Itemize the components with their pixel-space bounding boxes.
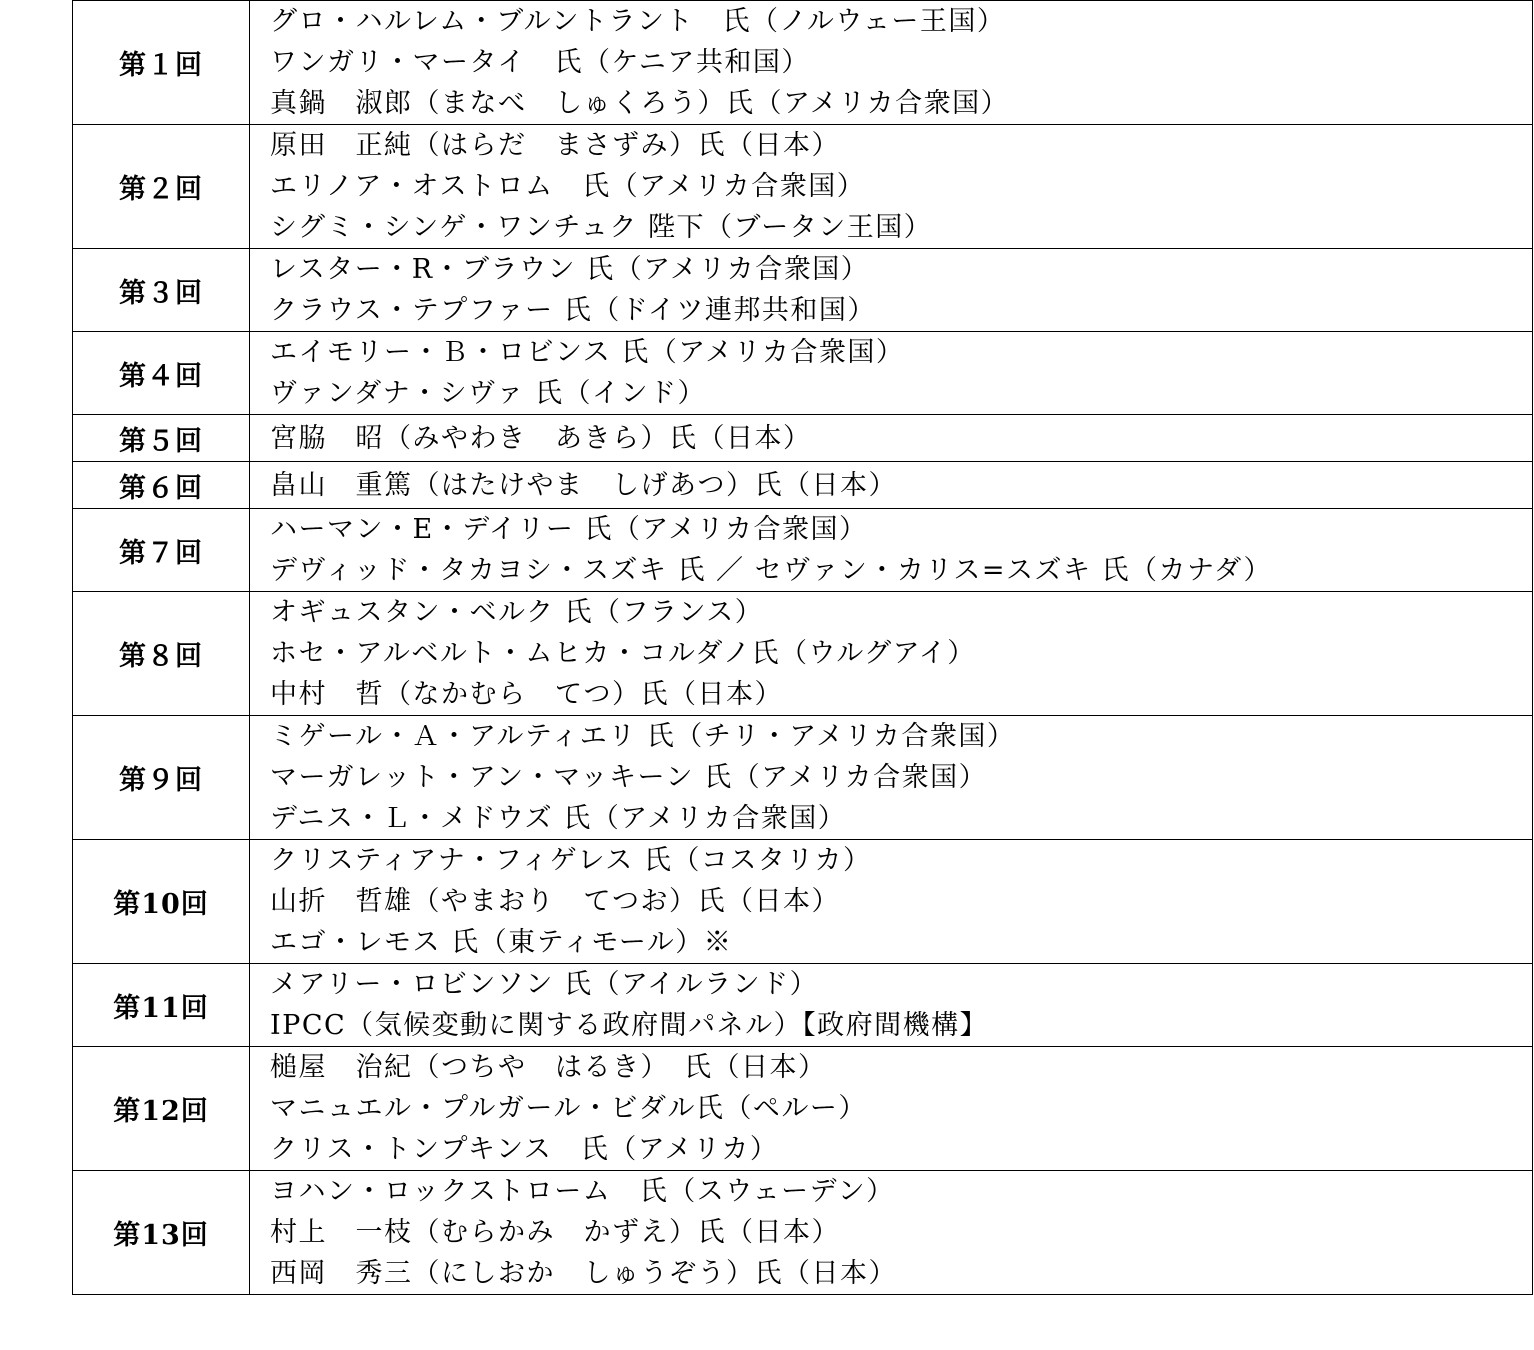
recipient-name: マニュエル・プルガール・ビダル氏（ペルー） — [270, 1093, 867, 1124]
recipients-cell — [250, 1047, 1533, 1171]
recipient-name: エリノア・オストロム 氏（アメリカ合衆国） — [270, 171, 866, 202]
table-row — [73, 964, 1533, 1047]
table-row — [73, 840, 1533, 964]
recipient-name: オギュスタン・ベルク 氏（フランス） — [270, 597, 764, 628]
recipients-cell — [250, 332, 1533, 415]
recipient-name: 原田 正純（はらだ まさずみ）氏（日本） — [270, 130, 840, 161]
table-row — [73, 125, 1533, 249]
recipient-name: 真鍋 淑郎（まなべ しゅくろう）氏（アメリカ合衆国） — [270, 88, 1010, 119]
recipient-name: クリス・トンプキンス 氏（アメリカ） — [270, 1134, 779, 1165]
recipient-name: クリスティアナ・フィゲレス 氏（コスタリカ） — [270, 845, 872, 876]
round-label: 第８回 — [73, 592, 250, 716]
recipient-name: ミゲール・Ａ・アルティエリ 氏（チリ・アメリカ合衆国） — [270, 721, 1016, 752]
round-label: 第１回 — [73, 1, 250, 125]
recipient-name: デヴィッド・タカヨシ・スズキ 氏 ／ セヴァン・カリス=スズキ 氏（カナダ） — [270, 555, 1272, 586]
table-row — [73, 1171, 1533, 1295]
round-label: 第６回 — [73, 462, 250, 509]
recipient-name: 村上 一枝（むらかみ かずえ）氏（日本） — [270, 1217, 840, 1248]
table-row — [73, 592, 1533, 716]
recipient-name: グロ・ハルレム・ブルントラント 氏（ノルウェー王国） — [270, 6, 1006, 37]
round-label: 第７回 — [73, 509, 250, 592]
recipient-name: 山折 哲雄（やまおり てつお）氏（日本） — [270, 886, 840, 917]
table-row — [73, 332, 1533, 415]
recipient-name: エイモリー・Ｂ・ロビンス 氏（アメリカ合衆国） — [270, 337, 905, 368]
recipient-name: ホセ・アルベルト・ムヒカ・コルダノ氏（ウルグアイ） — [270, 638, 976, 669]
recipient-name: 槌屋 治紀（つちや はるき） 氏（日本） — [270, 1052, 827, 1083]
recipient-name: ハーマン・E・デイリー 氏（アメリカ合衆国） — [270, 514, 868, 545]
recipient-name: マーガレット・アン・マッキーン 氏（アメリカ合衆国） — [270, 762, 988, 793]
recipients-cell — [250, 509, 1533, 592]
recipient-name: シグミ・シンゲ・ワンチュク 陛下（ブータン王国） — [270, 212, 933, 243]
recipient-name: レスター・R・ブラウン 氏（アメリカ合衆国） — [270, 254, 870, 285]
round-label: 第12回 — [73, 1047, 250, 1171]
recipients-cell — [250, 125, 1533, 249]
table-row — [73, 1, 1533, 125]
recipient-name: エゴ・レモス 氏（東ティモール）※ — [270, 927, 733, 958]
recipient-name: 中村 哲（なかむら てつ）氏（日本） — [270, 679, 783, 710]
recipients-cell — [250, 1, 1533, 125]
recipient-name: ワンガリ・マータイ 氏（ケニア共和国） — [270, 47, 810, 78]
recipient-name: デニス・Ｌ・メドウズ 氏（アメリカ合衆国） — [270, 803, 847, 834]
recipients-cell — [250, 249, 1533, 332]
round-label: 第５回 — [73, 415, 250, 462]
recipient-name: 畠山 重篤（はたけやま しげあつ）氏（日本） — [270, 469, 897, 501]
table-row — [73, 716, 1533, 840]
table-row — [73, 462, 1533, 509]
table-row — [73, 1047, 1533, 1171]
round-label: 第２回 — [73, 125, 250, 249]
recipient-name: メアリー・ロビンソン 氏（アイルランド） — [270, 969, 819, 1000]
recipients-cell — [250, 462, 1533, 509]
awards-table — [72, 0, 1533, 1295]
round-label: 第９回 — [73, 716, 250, 840]
awards-table-body — [73, 1, 1533, 1295]
round-label: 第３回 — [73, 249, 250, 332]
recipient-name: 西岡 秀三（にしおか しゅうぞう）氏（日本） — [270, 1258, 897, 1289]
recipients-cell — [250, 1171, 1533, 1295]
recipient-name: ヴァンダナ・シヴァ 氏（インド） — [270, 378, 706, 409]
recipients-cell — [250, 964, 1533, 1047]
table-row — [73, 249, 1533, 332]
recipient-name: IPCC（気候変動に関する政府間パネル）【政府間機構】 — [270, 1010, 989, 1041]
table-row — [73, 509, 1533, 592]
table-row — [73, 415, 1533, 462]
recipient-name: クラウス・テプファー 氏（ドイツ連邦共和国） — [270, 295, 876, 326]
recipient-name: 宮脇 昭（みやわき あきら）氏（日本） — [270, 422, 812, 454]
recipients-cell — [250, 415, 1533, 462]
round-label: 第13回 — [73, 1171, 250, 1295]
recipient-name: ヨハン・ロックストローム 氏（スウェーデン） — [270, 1176, 895, 1207]
recipients-cell — [250, 840, 1533, 964]
round-label: 第４回 — [73, 332, 250, 415]
round-label: 第11回 — [73, 964, 250, 1047]
recipients-cell — [250, 592, 1533, 716]
round-label: 第10回 — [73, 840, 250, 964]
recipients-cell — [250, 716, 1533, 840]
